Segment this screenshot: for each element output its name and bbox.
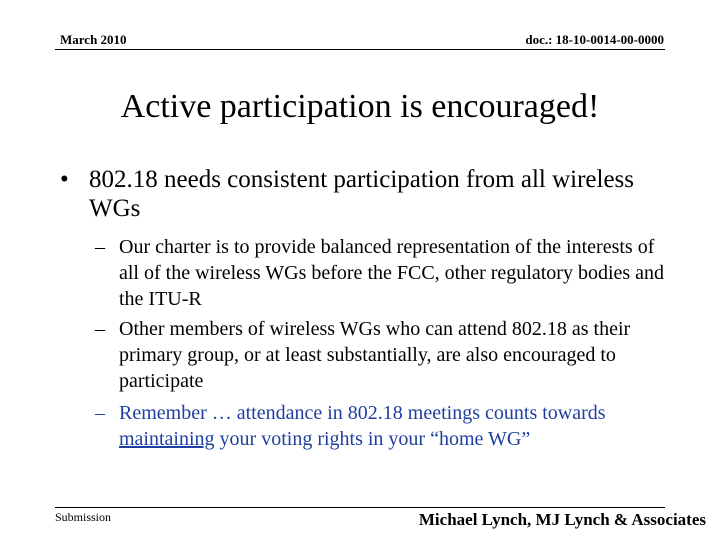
attendance-text-end: your voting rights in your “home WG”	[214, 428, 531, 450]
header-divider	[55, 49, 665, 50]
sub-bullet-text	[119, 400, 675, 452]
sub-bullet-members	[95, 316, 675, 394]
footer-divider	[55, 507, 665, 508]
header-doc-id: doc.: 18-10-0014-00-0000	[525, 32, 664, 47]
attendance-text-start: Remember … attendance in 802.18 meetings counts towards	[119, 402, 606, 424]
sub-bullet-text: Our charter is to provide balanced representation of the interests of all of the wireless WGs before the FCC, other regulatory bodies and the ITU-R	[119, 236, 665, 310]
slide-title: Active participation is encouraged!	[120, 88, 600, 125]
header-date: March 2010	[60, 32, 127, 47]
main-bullet-text: 802.18 needs consistent participation from all wireless WGs	[89, 166, 635, 222]
sub-bullet-marker: –	[95, 236, 105, 258]
sub-bullet-attendance	[95, 400, 675, 452]
footer-author: Michael Lynch, MJ Lynch & Associates	[418, 510, 706, 529]
bullet-marker: •	[60, 166, 69, 193]
sub-bullet-marker: –	[95, 318, 105, 340]
sub-bullet-marker: –	[95, 402, 105, 424]
main-bullet	[60, 165, 660, 223]
footer-submission: Submission	[55, 510, 112, 524]
sub-bullet-charter	[95, 234, 675, 312]
sub-bullet-text: Other members of wireless WGs who can attend 802.18 as their primary group, or at least substantially, are also encouraged to participate	[119, 318, 631, 392]
maintaining-underlined: maintaining	[119, 428, 215, 450]
